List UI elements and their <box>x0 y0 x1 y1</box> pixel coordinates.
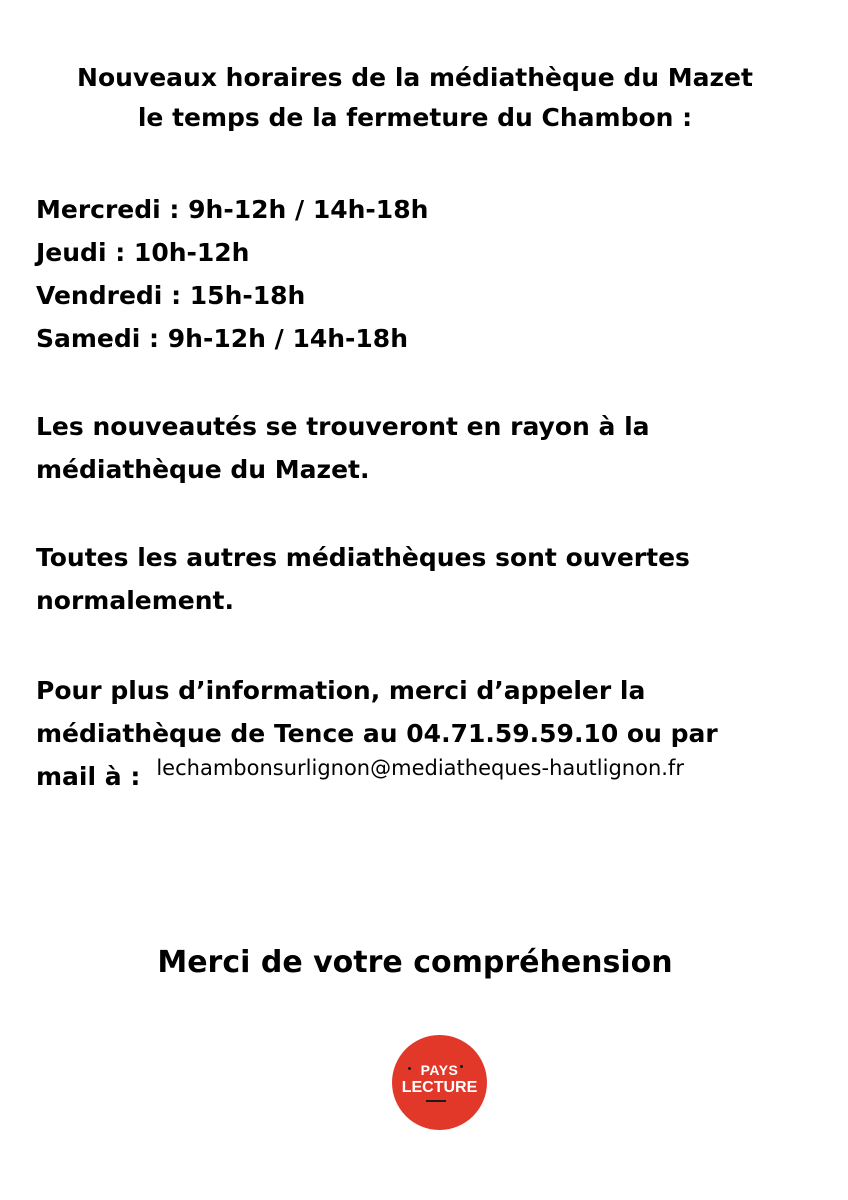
contact-line-2: médiathèque de Tence au 04.71.59.59.10 ou par <box>36 719 718 748</box>
closing-message: Merci de votre compréhension <box>157 945 673 980</box>
page-title <box>0 58 830 138</box>
hours-friday: Vendredi : 15h-18h <box>36 281 306 310</box>
logo-underline <box>426 1100 446 1102</box>
title-line-1: Nouveaux horaires de la médiathèque du Mazet <box>77 63 753 92</box>
mail-label: mail à : <box>36 762 141 791</box>
other-libraries-paragraph <box>36 536 690 622</box>
contact-line-1: Pour plus d’information, merci d’appeler la <box>36 676 646 705</box>
hours-saturday: Samedi : 9h-12h / 14h-18h <box>36 324 408 353</box>
logo-top-text: PAYS <box>420 1062 459 1078</box>
pays-lecture-logo <box>392 1035 487 1130</box>
title-line-2: le temps de la fermeture du Chambon : <box>137 103 693 132</box>
new-items-line-2: médiathèque du Mazet. <box>36 455 370 484</box>
opening-hours <box>36 188 428 360</box>
email-address[interactable]: lechambonsurlignon@mediatheques-hautlignon.fr <box>156 756 684 780</box>
new-items-paragraph <box>36 405 650 491</box>
logo-bottom-text: LECTURE <box>401 1079 478 1096</box>
hours-thursday: Jeudi : 10h-12h <box>36 238 250 267</box>
other-libraries-line-1: Toutes les autres médiathèques sont ouvertes <box>36 543 690 572</box>
contact-paragraph <box>36 669 718 798</box>
hours-wednesday: Mercredi : 9h-12h / 14h-18h <box>36 195 429 224</box>
other-libraries-line-2: normalement. <box>36 586 234 615</box>
new-items-line-1: Les nouveautés se trouveront en rayon à la <box>36 412 650 441</box>
contact-mail-line <box>36 755 718 798</box>
